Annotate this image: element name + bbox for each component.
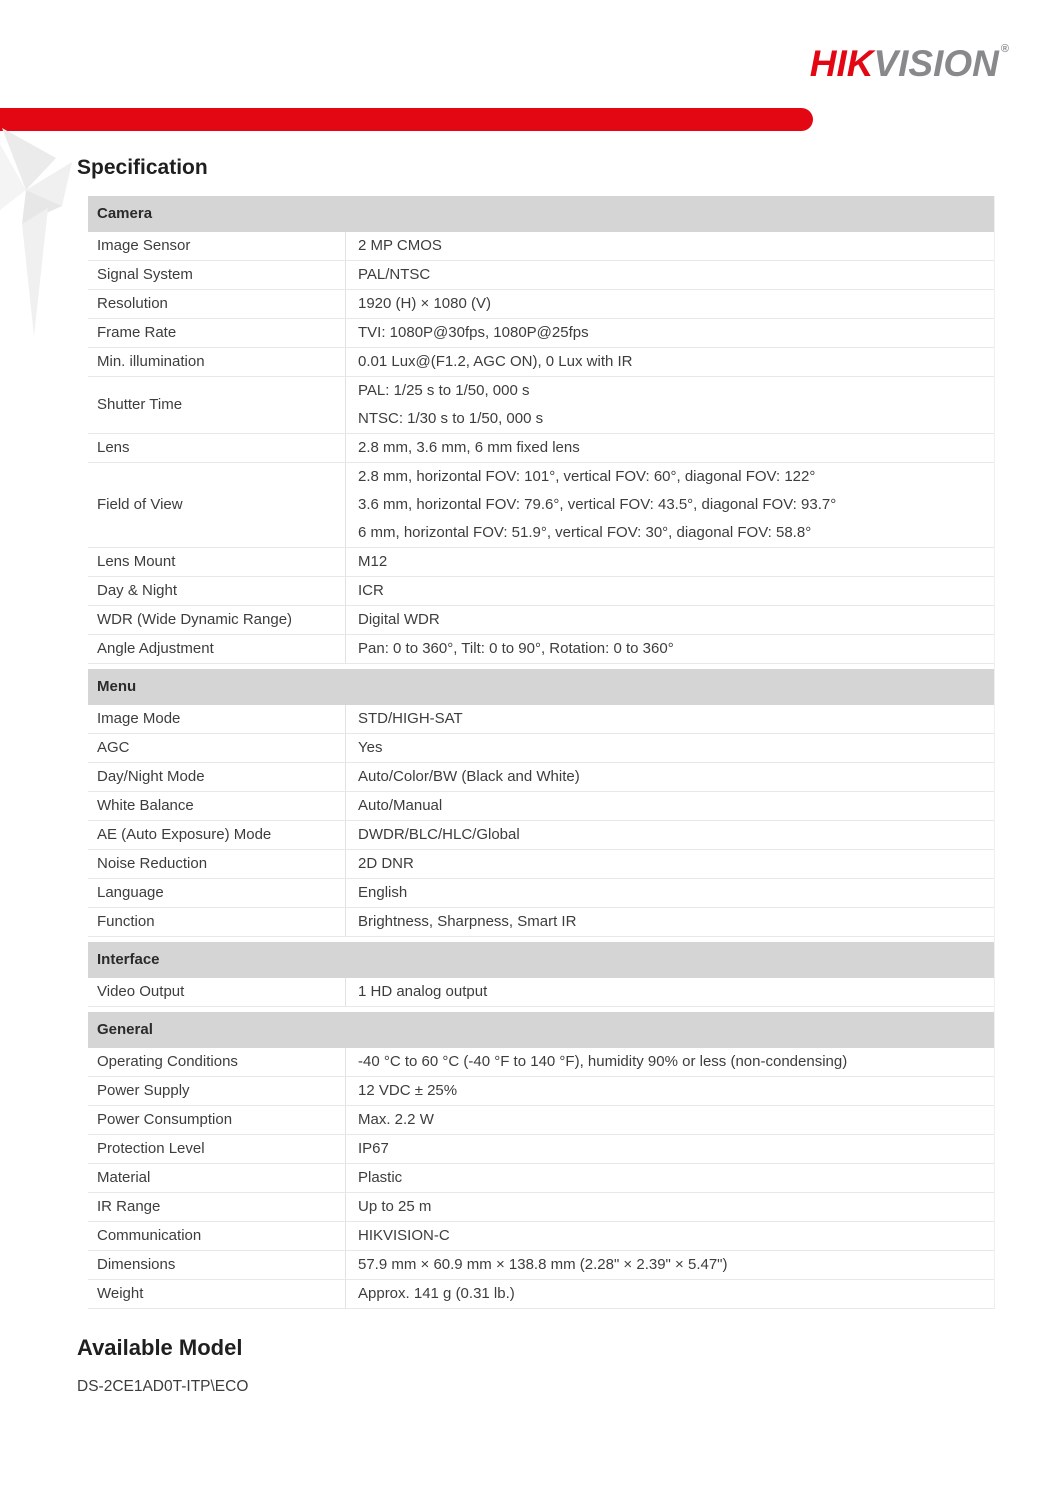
spec-value [345,792,994,820]
spec-row [88,850,994,879]
spec-value-line: PAL: 1/25 s to 1/50, 000 s [358,382,530,399]
spec-row [88,879,994,908]
spec-label: IR Range [97,1198,161,1215]
spec-label: Lens Mount [97,553,176,570]
spec-label: Lens [97,439,130,456]
spec-label: Weight [97,1285,144,1302]
spec-label: Communication [97,1227,202,1244]
spec-value-line: 2D DNR [358,855,414,872]
spec-row [88,348,994,377]
available-model-heading: Available Model [77,1335,243,1360]
spec-value [345,377,994,433]
spec-value [345,1135,994,1163]
spec-row [88,577,994,606]
spec-row [88,290,994,319]
spec-row [88,434,994,463]
spec-value-line: Pan: 0 to 360°, Tilt: 0 to 90°, Rotation: 0 to 360° [358,640,674,657]
spec-value [345,606,994,634]
spec-label: Video Output [97,983,185,1000]
section-header-general: General [88,1012,994,1048]
spec-value [345,548,994,576]
spec-row [88,821,994,850]
spec-value-line: M12 [358,553,388,570]
spec-row [88,232,994,261]
spec-label: White Balance [97,797,194,814]
spec-row [88,1077,994,1106]
spec-label: Dimensions [97,1256,176,1273]
spec-label: WDR (Wide Dynamic Range) [97,611,293,628]
spec-value [345,978,994,1006]
spec-label: Power Supply [97,1082,190,1099]
spec-row [88,377,994,434]
spec-value [345,434,994,462]
spec-row [88,635,994,664]
spec-label: Day & Night [97,582,178,599]
section-header-interface: Interface [88,942,994,978]
spec-label: Language [97,884,164,901]
content-area [0,156,1061,1396]
spec-value [345,290,994,318]
spec-value [345,348,994,376]
spec-label: Power Consumption [97,1111,233,1128]
spec-label: Image Sensor [97,237,191,254]
spec-value-line: TVI: 1080P@30fps, 1080P@25fps [358,324,589,341]
spec-value-line: HIKVISION-C [358,1227,450,1244]
logo-vision-text: VISION [873,43,999,84]
spec-value [345,261,994,289]
spec-value-line: 2 MP CMOS [358,237,442,254]
specification-heading: Specification [77,156,208,179]
spec-value [345,1280,994,1308]
spec-row [88,792,994,821]
spec-label: Frame Rate [97,324,177,341]
spec-value [345,1251,994,1279]
spec-value-line: ICR [358,582,384,599]
spec-value-line: 12 VDC ± 25% [358,1082,458,1099]
spec-label: Min. illumination [97,353,205,370]
spec-value-line: Yes [358,739,383,756]
spec-row [88,1193,994,1222]
spec-row [88,1106,994,1135]
spec-value-line: 0.01 Lux@(F1.2, AGC ON), 0 Lux with IR [358,353,633,370]
available-model-number: DS-2CE1AD0T-ITP\ECO [77,1378,249,1395]
spec-value [345,879,994,907]
spec-value-line: 2.8 mm, 3.6 mm, 6 mm fixed lens [358,439,580,456]
spec-value [345,734,994,762]
spec-value [345,577,994,605]
spec-value [345,1077,994,1105]
spec-value-line: STD/HIGH-SAT [358,710,463,727]
spec-value-line: Digital WDR [358,611,440,628]
spec-value-line: 1 HD analog output [358,983,488,1000]
spec-value-line: 3.6 mm, horizontal FOV: 79.6°, vertical FOV: 43.5°, diagonal FOV: 93.7° [358,496,837,513]
spec-value [345,1193,994,1221]
spec-label: Function [97,913,155,930]
spec-row [88,1251,994,1280]
spec-row [88,463,994,548]
spec-label: AGC [97,739,130,756]
spec-value-line: PAL/NTSC [358,266,431,283]
spec-label: Resolution [97,295,168,312]
spec-row [88,705,994,734]
spec-row [88,261,994,290]
spec-row [88,606,994,635]
spec-value-line: Plastic [358,1169,403,1186]
spec-value [345,908,994,936]
spec-label: Image Mode [97,710,181,727]
brand-red-bar [0,108,813,131]
spec-value [345,1222,994,1250]
registered-trademark-icon: ® [1000,43,1009,55]
spec-value-line: 57.9 mm × 60.9 mm × 138.8 mm (2.28" × 2.39" × 5.47") [358,1256,728,1273]
spec-value-line: Approx. 141 g (0.31 lb.) [358,1285,515,1302]
spec-value-line: Auto/Color/BW (Black and White) [358,768,580,785]
spec-row [88,978,994,1007]
spec-row [88,1222,994,1251]
spec-row [88,548,994,577]
spec-value [345,1048,994,1076]
spec-value-line: 1920 (H) × 1080 (V) [358,295,491,312]
spec-value [345,850,994,878]
logo-hik-text: HIK [809,43,874,84]
spec-value-line: NTSC: 1/30 s to 1/50, 000 s [358,410,544,427]
spec-value-line: Auto/Manual [358,797,443,814]
spec-label: Day/Night Mode [97,768,205,785]
spec-value-line: English [358,884,408,901]
spec-value-line: DWDR/BLC/HLC/Global [358,826,520,843]
spec-value-line: -40 °C to 60 °C (-40 °F to 140 °F), humidity 90% or less (non-condensing) [358,1053,848,1070]
spec-row [88,319,994,348]
hikvision-logo [810,44,1009,82]
spec-label: Operating Conditions [97,1053,238,1070]
spec-value-line: Up to 25 m [358,1198,432,1215]
spec-table [88,196,995,1309]
spec-value [345,463,994,547]
spec-value [345,705,994,733]
spec-row [88,908,994,937]
spec-label: Angle Adjustment [97,640,214,657]
spec-value [345,232,994,260]
spec-value-line: 2.8 mm, horizontal FOV: 101°, vertical FOV: 60°, diagonal FOV: 122° [358,468,816,485]
spec-row [88,1135,994,1164]
spec-value-line: Brightness, Sharpness, Smart IR [358,913,577,930]
spec-label: Protection Level [97,1140,205,1157]
spec-value [345,1164,994,1192]
spec-value [345,635,994,663]
spec-value [345,319,994,347]
spec-row [88,1280,994,1309]
spec-label: Noise Reduction [97,855,208,872]
spec-label: AE (Auto Exposure) Mode [97,826,272,843]
spec-row [88,1048,994,1077]
spec-row [88,763,994,792]
spec-value-line: Max. 2.2 W [358,1111,434,1128]
spec-label: Shutter Time [97,396,183,413]
spec-value-line: 6 mm, horizontal FOV: 51.9°, vertical FOV: 30°, diagonal FOV: 58.8° [358,524,812,541]
section-header-menu: Menu [88,669,994,705]
spec-value [345,821,994,849]
spec-label: Field of View [97,496,183,513]
spec-row [88,1164,994,1193]
spec-label: Signal System [97,266,193,283]
spec-label: Material [97,1169,151,1186]
spec-row [88,734,994,763]
spec-value [345,763,994,791]
spec-value [345,1106,994,1134]
spec-value-line: IP67 [358,1140,389,1157]
section-header-camera: Camera [88,196,994,232]
